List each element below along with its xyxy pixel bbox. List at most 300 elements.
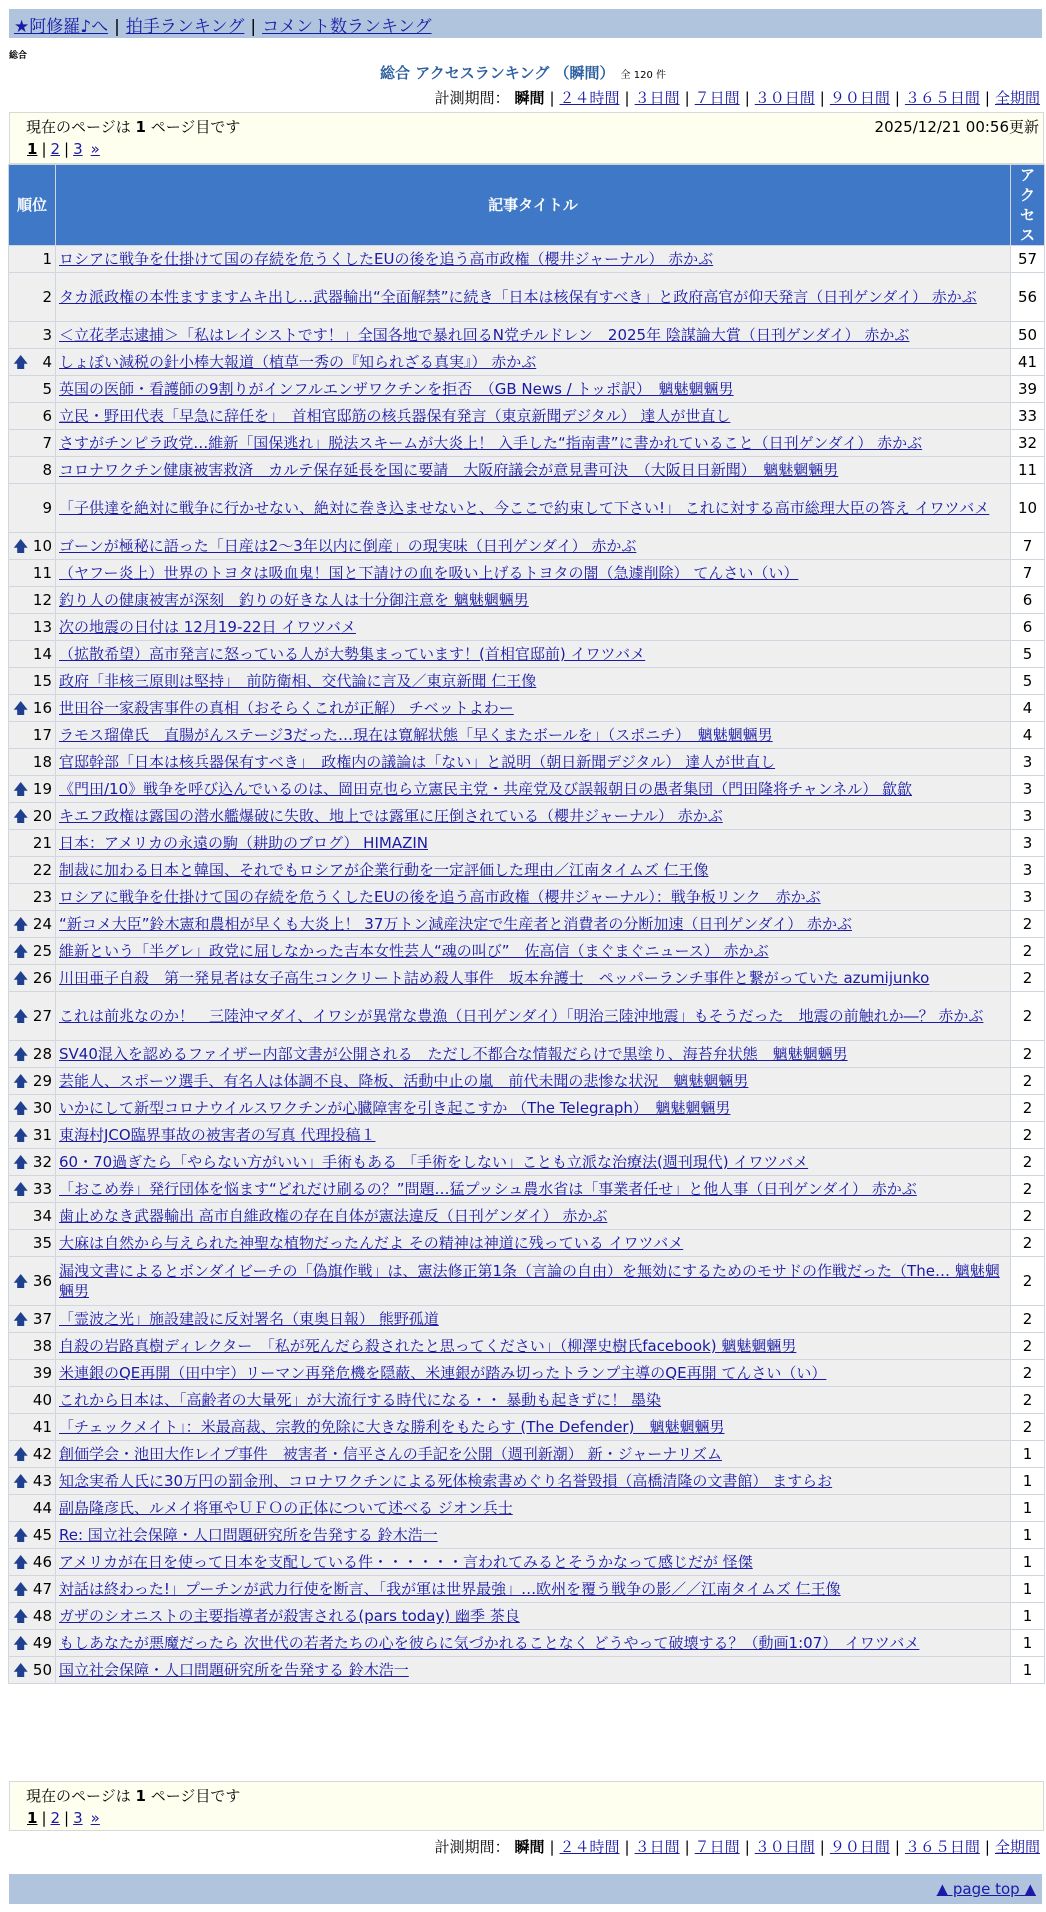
title-cell xyxy=(56,1630,1011,1657)
article-title-link[interactable]: ロシアに戦争を仕掛けて国の存続を危うくしたEUの後を追う高市政権（櫻井ジャーナル） 赤かぶ xyxy=(59,250,714,268)
access-count: 57 xyxy=(1011,246,1045,273)
table-row xyxy=(9,1176,1045,1203)
table-row xyxy=(9,614,1045,641)
article-title-link[interactable]: 創価学会・池田大作レイプ事件 被害者・信平さんの手記を公開（週刊新潮） 新・ジャーナリズム xyxy=(59,1445,722,1463)
rank-up-arrow-icon: 🡅 xyxy=(13,1126,29,1144)
access-count: 1 xyxy=(1011,1549,1045,1576)
title-cell xyxy=(56,1360,1011,1387)
table-row xyxy=(9,1468,1045,1495)
title-cell xyxy=(56,376,1011,403)
rank-cell xyxy=(9,803,56,830)
access-count: 2 xyxy=(1011,992,1045,1041)
article-title-link[interactable]: （拡散希望）高市発言に怒っている人が大勢集まっています！(首相官邸前) イワツバメ xyxy=(59,645,646,663)
table-row xyxy=(9,1522,1045,1549)
rank-cell xyxy=(9,484,56,533)
title-cell xyxy=(56,1333,1011,1360)
article-title-link[interactable]: 釣り人の健康被害が深刻 釣りの好きな人は十分御注意を 魑魅魍魎男 xyxy=(59,591,529,609)
article-title-link[interactable]: SV40混入を認めるファイザー内部文書が公開される ただし不都合な情報だらけで黒塗り、海苔弁状態 魑魅魍魎男 xyxy=(59,1045,848,1063)
article-title-link[interactable]: 国立社会保障・人口問題研究所を告発する 鈴木浩一 xyxy=(59,1661,409,1679)
access-count: 2 xyxy=(1011,1257,1045,1306)
title-header: 記事タイトル xyxy=(56,165,1011,246)
article-title-link[interactable]: もしあなたが悪魔だったら 次世代の若者たちの心を彼らに気づかれることなく どうやって破壊する？（動画1:07） イワツバメ xyxy=(59,1634,920,1652)
rank-number: 23 xyxy=(32,888,52,906)
article-title-link[interactable]: タカ派政権の本性ますますムキ出し…武器輸出“全面解禁”に続き「日本は核保有すべき」と政府高官が仰天発言（日刊ゲンダイ） 赤かぶ xyxy=(59,288,977,306)
access-count: 2 xyxy=(1011,911,1045,938)
article-title-link[interactable]: 「おこめ券」発行団体を悩ます“どれだけ刷るの？”問題…猛プッシュ農水省は「事業者任せ」と他人事（日刊ゲンダイ） 赤かぶ xyxy=(59,1180,917,1198)
rank-number: 37 xyxy=(32,1310,52,1328)
article-title-link[interactable]: 「チェックメイト」：米最高裁、宗教的免除に大きな勝利をもたらす (The Defender) 魑魅魍魎男 xyxy=(59,1418,725,1436)
table-row xyxy=(9,484,1045,533)
title-cell xyxy=(56,560,1011,587)
rank-header: 順位 xyxy=(9,165,56,246)
table-row xyxy=(9,803,1045,830)
page-2-link[interactable]: 2 xyxy=(50,1809,61,1827)
title-cell xyxy=(56,614,1011,641)
table-row xyxy=(9,911,1045,938)
rank-number: 25 xyxy=(32,942,52,960)
rank-cell xyxy=(9,246,56,273)
page-1-current: 1 xyxy=(27,1809,38,1827)
rank-up-arrow-icon: 🡅 xyxy=(13,807,29,825)
rank-cell xyxy=(9,830,56,857)
period-365d-link[interactable]: ３６５日間 xyxy=(904,1838,980,1856)
title-cell xyxy=(56,857,1011,884)
rank-number: 49 xyxy=(32,1634,52,1652)
footer-bar xyxy=(9,1874,1042,1904)
rank-number: 42 xyxy=(32,1445,52,1463)
rank-number: 22 xyxy=(32,861,52,879)
title-cell xyxy=(56,695,1011,722)
access-count: 2 xyxy=(1011,1306,1045,1333)
rank-number: 34 xyxy=(32,1207,52,1225)
rank-cell xyxy=(9,776,56,803)
pagination-top: 1 | 2 | 3 » xyxy=(27,140,100,158)
table-row xyxy=(9,1441,1045,1468)
access-count: 10 xyxy=(1011,484,1045,533)
page-top-link[interactable]: ▲ page top ▲ xyxy=(936,1880,1036,1898)
access-count: 56 xyxy=(1011,273,1045,322)
period-7d-link[interactable]: ７日間 xyxy=(694,89,740,107)
rank-up-arrow-icon: 🡅 xyxy=(13,1553,29,1571)
title-cell xyxy=(56,273,1011,322)
rank-up-arrow-icon: 🡅 xyxy=(13,1272,29,1290)
title-cell xyxy=(56,1122,1011,1149)
rank-cell xyxy=(9,857,56,884)
category-label: 総合 xyxy=(9,51,28,61)
article-title-link[interactable]: コロナワクチン健康被害救済 カルテ保存延長を国に要請 大阪府議会が意見書可決 （大阪日日新聞） 魑魅魍魎男 xyxy=(59,461,839,479)
rank-cell xyxy=(9,1576,56,1603)
article-title-link[interactable]: いかにして新型コロナウイルスワクチンが心臓障害を引き起こすか （The Telegraph） 魑魅魍魎男 xyxy=(59,1099,731,1117)
period-24h-link[interactable]: ２４時間 xyxy=(559,1838,620,1856)
access-count: 2 xyxy=(1011,1095,1045,1122)
title-cell xyxy=(56,1441,1011,1468)
article-title-link[interactable]: 自殺の岩路真樹ディレクター 「私が死んだら殺されたと思ってください」（柳澤史樹氏facebook) 魑魅魍魎男 xyxy=(59,1337,797,1355)
table-row xyxy=(9,533,1045,560)
title-cell xyxy=(56,1495,1011,1522)
rank-up-arrow-icon: 🡅 xyxy=(13,1661,29,1679)
article-title-link[interactable]: 立民・野田代表「早急に辞任を」 首相官邸筋の核兵器保有発言（東京新聞デジタル） 達人が世直し xyxy=(59,407,731,425)
rank-cell xyxy=(9,1360,56,1387)
article-title-link[interactable]: 《門田/10》戦争を呼び込んでいるのは、岡田克也ら立憲民主党・共産党及び誤報朝日の愚者集団（門田隆将チャンネル） 歙歙 xyxy=(59,780,913,798)
title-cell xyxy=(56,587,1011,614)
rank-number: 27 xyxy=(32,1007,52,1025)
title-cell xyxy=(56,1549,1011,1576)
rank-cell xyxy=(9,1657,56,1684)
table-row xyxy=(9,1549,1045,1576)
rank-number: 4 xyxy=(42,353,52,371)
table-row xyxy=(9,457,1045,484)
rank-number: 17 xyxy=(32,726,52,744)
rank-number: 9 xyxy=(42,499,52,517)
rank-up-arrow-icon: 🡅 xyxy=(13,942,29,960)
page-2-link[interactable]: 2 xyxy=(50,140,61,158)
table-row xyxy=(9,695,1045,722)
period-all-link[interactable]: 全期間 xyxy=(994,1838,1040,1856)
article-title-link[interactable]: 日本：アメリカの永遠の駒（耕助のブログ） HIMAZIN xyxy=(59,834,428,852)
rank-number: 31 xyxy=(32,1126,52,1144)
access-count: 2 xyxy=(1011,1203,1045,1230)
rank-number: 3 xyxy=(42,326,52,344)
period-90d-link[interactable]: ９０日間 xyxy=(829,89,890,107)
separator: | xyxy=(250,17,257,37)
access-count: 1 xyxy=(1011,1441,1045,1468)
article-title-link[interactable]: 世田谷一家殺害事件の真相（おそらくこれが正解） チベットよわー xyxy=(59,699,514,717)
table-row xyxy=(9,1068,1045,1095)
access-count: 3 xyxy=(1011,749,1045,776)
table-row xyxy=(9,722,1045,749)
access-count: 4 xyxy=(1011,695,1045,722)
table-row xyxy=(9,1576,1045,1603)
access-count: 2 xyxy=(1011,1230,1045,1257)
access-count: 33 xyxy=(1011,403,1045,430)
title-cell xyxy=(56,484,1011,533)
title-cell xyxy=(56,830,1011,857)
article-title-link[interactable]: “新コメ大臣”鈴木憲和農相が早くも大炎上！ 37万トン減産決定で生産者と消費者の分断加速（日刊ゲンダイ） 赤かぶ xyxy=(59,915,852,933)
rank-cell xyxy=(9,1441,56,1468)
title-cell xyxy=(56,1068,1011,1095)
period-label: 計測期間： xyxy=(434,89,510,107)
rank-number: 38 xyxy=(32,1337,52,1355)
article-title-link[interactable]: 政府「非核三原則は堅持」 前防衛相、交代論に言及／東京新聞 仁王像 xyxy=(59,672,537,690)
rank-number: 30 xyxy=(32,1099,52,1117)
rank-number: 21 xyxy=(32,834,52,852)
rank-number: 36 xyxy=(32,1272,52,1290)
table-row xyxy=(9,376,1045,403)
table-row xyxy=(9,1041,1045,1068)
page-1-current: 1 xyxy=(27,140,38,158)
access-count: 50 xyxy=(1011,322,1045,349)
page-title xyxy=(0,62,1046,83)
article-title-link[interactable]: 米連銀のQE再開（田中宇）リーマン再発危機を隠蔽、米連銀が踏み切ったトランプ主導のQE再開 てんさい（い） xyxy=(59,1364,827,1382)
rank-up-arrow-icon: 🡅 xyxy=(13,780,29,798)
rank-cell xyxy=(9,1549,56,1576)
title-cell xyxy=(56,1095,1011,1122)
period-current: 瞬間 xyxy=(514,1838,545,1856)
period-90d-link[interactable]: ９０日間 xyxy=(829,1838,890,1856)
access-count: 1 xyxy=(1011,1522,1045,1549)
article-title-link[interactable]: （ヤフー炎上）世界のトヨタは吸血鬼！国と下請けの血を吸い上げるトヨタの闇（急遽削除） てんさい（い） xyxy=(59,564,799,582)
title-cell xyxy=(56,965,1011,992)
article-title-link[interactable]: 英国の医師・看護師の9割りがインフルエンザワクチンを拒否 （GB News / トッポ訳） 魑魅魍魎男 xyxy=(59,380,734,398)
article-title-link[interactable]: さすがチンピラ政党…維新「国保逃れ」脱法スキームが大炎上！ 入手した“指南書”に書かれていること（日刊ゲンダイ） 赤かぶ xyxy=(59,434,923,452)
asyura-home-link[interactable]: ★阿修羅♪へ xyxy=(14,17,109,37)
rank-number: 19 xyxy=(32,780,52,798)
rank-cell xyxy=(9,1333,56,1360)
article-title-link[interactable]: ガザのシオニストの主要指導者が殺害される(pars today) 幽季 茶良 xyxy=(59,1607,520,1625)
access-count: 2 xyxy=(1011,1360,1045,1387)
table-row xyxy=(9,560,1045,587)
article-title-link[interactable]: アメリカが在日を使って日本を支配している件・・・・・・言われてみるとそうかなって感じだが 怪傑 xyxy=(59,1553,753,1571)
rank-cell xyxy=(9,349,56,376)
article-title-link[interactable]: これから日本は、「高齢者の大量死」が大流行する時代になる・・ 暴動も起きずに！ 墨染 xyxy=(59,1391,662,1409)
title-cell xyxy=(56,322,1011,349)
table-row xyxy=(9,1095,1045,1122)
table-row xyxy=(9,430,1045,457)
title-cell xyxy=(56,403,1011,430)
access-count: 7 xyxy=(1011,560,1045,587)
title-cell xyxy=(56,457,1011,484)
next-page-link[interactable]: » xyxy=(90,140,100,158)
access-count: 7 xyxy=(1011,533,1045,560)
title-cell xyxy=(56,803,1011,830)
table-row xyxy=(9,587,1045,614)
rank-number: 13 xyxy=(32,618,52,636)
table-row xyxy=(9,1333,1045,1360)
rank-number: 28 xyxy=(32,1045,52,1063)
rank-cell xyxy=(9,1306,56,1333)
article-title-link[interactable]: ラモス瑠偉氏 直腸がんステージ3だった…現在は寛解状態「早くまたボールを」（スポニチ） 魑魅魍魎男 xyxy=(59,726,773,744)
title-cell xyxy=(56,938,1011,965)
rank-number: 2 xyxy=(42,288,52,306)
article-title-link[interactable]: ＜立花孝志逮捕＞「私はレイシストです！」全国各地で暴れ回るN党チルドレン 2025年 陰謀論大賞（日刊ゲンダイ） 赤かぶ xyxy=(59,326,910,344)
rank-number: 6 xyxy=(42,407,52,425)
period-3d-link[interactable]: ３日間 xyxy=(634,1838,680,1856)
rank-cell xyxy=(9,1630,56,1657)
table-row xyxy=(9,322,1045,349)
rank-number: 15 xyxy=(32,672,52,690)
article-title-link[interactable]: 漏洩文書によるとボンダイビーチの「偽旗作戦」は、憲法修正第1条（言論の自由）を無効にするためのモサドの作戦だった（The… 魑魅魍魎男 xyxy=(59,1262,1000,1300)
period-current: 瞬間 xyxy=(514,89,545,107)
table-row xyxy=(9,246,1045,273)
access-count: 5 xyxy=(1011,641,1045,668)
title-cell xyxy=(56,533,1011,560)
table-row xyxy=(9,1257,1045,1306)
rank-up-arrow-icon: 🡅 xyxy=(13,1580,29,1598)
article-title-link[interactable]: 川田亜子自殺 第一発見者は女子高生コンクリート詰め殺人事件 坂本弁護士 ペッパーランチ事件と繋がっていた azumijunko xyxy=(59,969,930,987)
title-cell xyxy=(56,1576,1011,1603)
rank-up-arrow-icon: 🡅 xyxy=(13,1445,29,1463)
period-all-link[interactable]: 全期間 xyxy=(994,89,1040,107)
period-30d-link[interactable]: ３０日間 xyxy=(754,89,815,107)
article-title-link[interactable]: 東海村JCO臨界事故の被害者の写真 代理投稿１ xyxy=(59,1126,376,1144)
rank-up-arrow-icon: 🡅 xyxy=(13,1607,29,1625)
rank-cell xyxy=(9,457,56,484)
rank-number: 40 xyxy=(32,1391,52,1409)
article-title-link[interactable]: しょぼい減税の針小棒大報道（植草一秀の『知られざる真実』） 赤かぶ xyxy=(59,353,537,371)
rank-number: 12 xyxy=(32,591,52,609)
title-cell xyxy=(56,911,1011,938)
title-cell xyxy=(56,1603,1011,1630)
period-24h-link[interactable]: ２４時間 xyxy=(559,89,620,107)
access-count: 2 xyxy=(1011,938,1045,965)
access-count: 2 xyxy=(1011,1068,1045,1095)
rank-cell xyxy=(9,992,56,1041)
table-row xyxy=(9,641,1045,668)
title-cell xyxy=(56,1306,1011,1333)
title-cell xyxy=(56,1468,1011,1495)
access-count: 2 xyxy=(1011,1176,1045,1203)
table-row xyxy=(9,965,1045,992)
title-cell xyxy=(56,1387,1011,1414)
rank-number: 29 xyxy=(32,1072,52,1090)
rank-number: 11 xyxy=(32,564,52,582)
current-page-text: 現在のページは 1 ページ目です xyxy=(26,1787,241,1805)
title-cell xyxy=(56,1203,1011,1230)
article-title-link[interactable]: 官邸幹部「日本は核兵器保有すべき」 政権内の議論は「ない」と説明（朝日新聞デジタル） 達人が世直し xyxy=(59,753,776,771)
access-count: 6 xyxy=(1011,614,1045,641)
rank-number: 20 xyxy=(32,807,52,825)
comment-ranking-link[interactable]: コメント数ランキング xyxy=(262,17,432,37)
article-title-link[interactable]: 次の地震の日付は 12月19-22日 イワツバメ xyxy=(59,618,356,636)
total-count: 全 120 件 xyxy=(620,70,666,81)
rank-cell xyxy=(9,1068,56,1095)
table-row xyxy=(9,776,1045,803)
table-row xyxy=(9,668,1045,695)
access-count: 32 xyxy=(1011,430,1045,457)
rank-number: 44 xyxy=(32,1499,52,1517)
rank-up-arrow-icon: 🡅 xyxy=(13,1180,29,1198)
rank-up-arrow-icon: 🡅 xyxy=(13,915,29,933)
title-cell xyxy=(56,776,1011,803)
rank-cell xyxy=(9,376,56,403)
access-count: 39 xyxy=(1011,376,1045,403)
ranking-body xyxy=(9,246,1045,1684)
title-cell xyxy=(56,430,1011,457)
article-title-link[interactable]: 制裁に加わる日本と韓国、それでもロシアが企業行動を一定評価した理由／江南タイムズ 仁王像 xyxy=(59,861,709,879)
next-page-link[interactable]: » xyxy=(90,1809,100,1827)
rank-up-arrow-icon: 🡅 xyxy=(13,1045,29,1063)
rank-number: 48 xyxy=(32,1607,52,1625)
rank-cell xyxy=(9,1387,56,1414)
rank-cell xyxy=(9,965,56,992)
period-3d-link[interactable]: ３日間 xyxy=(634,89,680,107)
access-count: 1 xyxy=(1011,1603,1045,1630)
period-30d-link[interactable]: ３０日間 xyxy=(754,1838,815,1856)
article-title-link[interactable]: 副島隆彦氏、ルメイ将軍やＵＦＯの正体について述べる ジオン兵士 xyxy=(59,1499,513,1517)
article-title-link[interactable]: これは前兆なのか！ 三陸沖マダイ、イワシが異常な豊漁（日刊ゲンダイ）「明治三陸沖地震」もそうだった 地震の前触れか―？ 赤かぶ xyxy=(59,1007,984,1025)
applause-ranking-link[interactable]: 拍手ランキング xyxy=(125,17,245,37)
rank-cell xyxy=(9,560,56,587)
access-count: 6 xyxy=(1011,587,1045,614)
article-title-link[interactable]: 「霊波之光」施設建設に反対署名（東奥日報） 熊野孤道 xyxy=(59,1310,439,1328)
rank-up-arrow-icon: 🡅 xyxy=(13,1526,29,1544)
rank-up-arrow-icon: 🡅 xyxy=(13,1634,29,1652)
rank-cell xyxy=(9,1414,56,1441)
table-row xyxy=(9,1657,1045,1684)
period-365d-link[interactable]: ３６５日間 xyxy=(904,89,980,107)
rank-cell xyxy=(9,641,56,668)
table-row xyxy=(9,349,1045,376)
article-title-link[interactable]: 知念実希人氏に30万円の罰金刑、コロナワクチンによる死体検索書めぐり名誉毀損（高橋清隆の文書館） ますらお xyxy=(59,1472,833,1490)
rank-number: 7 xyxy=(42,434,52,452)
table-row xyxy=(9,1230,1045,1257)
rank-cell xyxy=(9,1203,56,1230)
rank-number: 1 xyxy=(42,250,52,268)
rank-up-arrow-icon: 🡅 xyxy=(13,1153,29,1171)
article-title-link[interactable]: 維新という「半グレ」政党に屈しなかった吉本女性芸人“魂の叫び” 佐高信（まぐまぐニュース） 赤かぶ xyxy=(59,942,769,960)
article-title-link[interactable]: 芸能人、スポーツ選手、有名人は体調不良、降板、活動中止の嵐 前代未聞の悲惨な状況 魑魅魍魎男 xyxy=(59,1072,749,1090)
table-row xyxy=(9,1387,1045,1414)
title-cell xyxy=(56,1257,1011,1306)
rank-cell xyxy=(9,1176,56,1203)
rank-number: 33 xyxy=(32,1180,52,1198)
page-3-link[interactable]: 3 xyxy=(73,140,83,158)
article-title-link[interactable]: 対話は終わった!」プーチンが武力行使を断言、「我が軍は世界最強」…欧州を覆う戦争の影／／江南タイムズ 仁王像 xyxy=(59,1580,841,1598)
rank-number: 41 xyxy=(32,1418,52,1436)
title-cell xyxy=(56,668,1011,695)
rank-number: 18 xyxy=(32,753,52,771)
table-row xyxy=(9,1122,1045,1149)
title-cell xyxy=(56,884,1011,911)
rank-cell xyxy=(9,1603,56,1630)
rank-cell xyxy=(9,1257,56,1306)
article-title-link[interactable]: 歯止めなき武器輸出 高市自維政権の存在自体が憲法違反（日刊ゲンダイ） 赤かぶ xyxy=(59,1207,608,1225)
rank-number: 10 xyxy=(32,537,52,555)
article-title-link[interactable]: 「子供達を絶対に戦争に行かせない、絶対に巻き込ませないと、今ここで約束して下さい!」 これに対する高市総理大臣の答え イワツバメ xyxy=(59,499,990,517)
table-row xyxy=(9,992,1045,1041)
rank-cell xyxy=(9,1041,56,1068)
table-row xyxy=(9,1603,1045,1630)
article-title-link[interactable]: 大麻は自然から与えられた神聖な植物だったんだよ その精神は神道に残っている イワツバメ xyxy=(59,1234,684,1252)
rank-number: 35 xyxy=(32,1234,52,1252)
updated-timestamp: 2025/12/21 00:56更新 xyxy=(874,118,1039,136)
access-count: 1 xyxy=(1011,1495,1045,1522)
access-count: 41 xyxy=(1011,349,1045,376)
rank-cell xyxy=(9,273,56,322)
page-title-text: 総合 アクセスランキング （瞬間） xyxy=(380,64,615,82)
page-3-link[interactable]: 3 xyxy=(73,1809,83,1827)
rank-cell xyxy=(9,1149,56,1176)
rank-number: 14 xyxy=(32,645,52,663)
table-row xyxy=(9,938,1045,965)
article-title-link[interactable]: 60・70過ぎたら「やらない方がいい」手術もある 「手術をしない」ことも立派な治療法(週刊現代) イワツバメ xyxy=(59,1153,809,1171)
rank-cell xyxy=(9,884,56,911)
rank-cell xyxy=(9,430,56,457)
access-count: 3 xyxy=(1011,857,1045,884)
title-cell xyxy=(56,1176,1011,1203)
article-title-link[interactable]: ゴーンが極秘に語った「日産は2～3年以内に倒産」の現実味（日刊ゲンダイ） 赤かぶ xyxy=(59,537,637,555)
article-title-link[interactable]: ロシアに戦争を仕掛けて国の存続を危うくしたEUの後を追う高市政権（櫻井ジャーナル）：戦争板リンク 赤かぶ xyxy=(59,888,821,906)
title-cell xyxy=(56,349,1011,376)
access-count: 1 xyxy=(1011,1630,1045,1657)
table-row xyxy=(9,830,1045,857)
period-selector-bottom: 計測期間： 瞬間 | ２４時間 | ３日間 | ７日間 | ３０日間 | ９０日間 | ３６５日間 | 全期間 xyxy=(434,1838,1040,1856)
page-info-bottom xyxy=(9,1781,1044,1831)
rank-cell xyxy=(9,668,56,695)
article-title-link[interactable]: キエフ政権は露国の潜水艦爆破に失敗、地上では露軍に圧倒されている（櫻井ジャーナル） 赤かぶ xyxy=(59,807,723,825)
access-header: アクセス xyxy=(1011,165,1045,246)
access-count: 2 xyxy=(1011,1149,1045,1176)
table-row xyxy=(9,1495,1045,1522)
pagination-bottom: 1 | 2 | 3 » xyxy=(27,1809,100,1827)
rank-cell xyxy=(9,938,56,965)
article-title-link[interactable]: Re: 国立社会保障・人口問題研究所を告発する 鈴木浩一 xyxy=(59,1526,438,1544)
rank-number: 32 xyxy=(32,1153,52,1171)
access-count: 4 xyxy=(1011,722,1045,749)
period-7d-link[interactable]: ７日間 xyxy=(694,1838,740,1856)
access-count: 3 xyxy=(1011,884,1045,911)
current-page-text: 現在のページは 1 ページ目です xyxy=(26,118,241,136)
